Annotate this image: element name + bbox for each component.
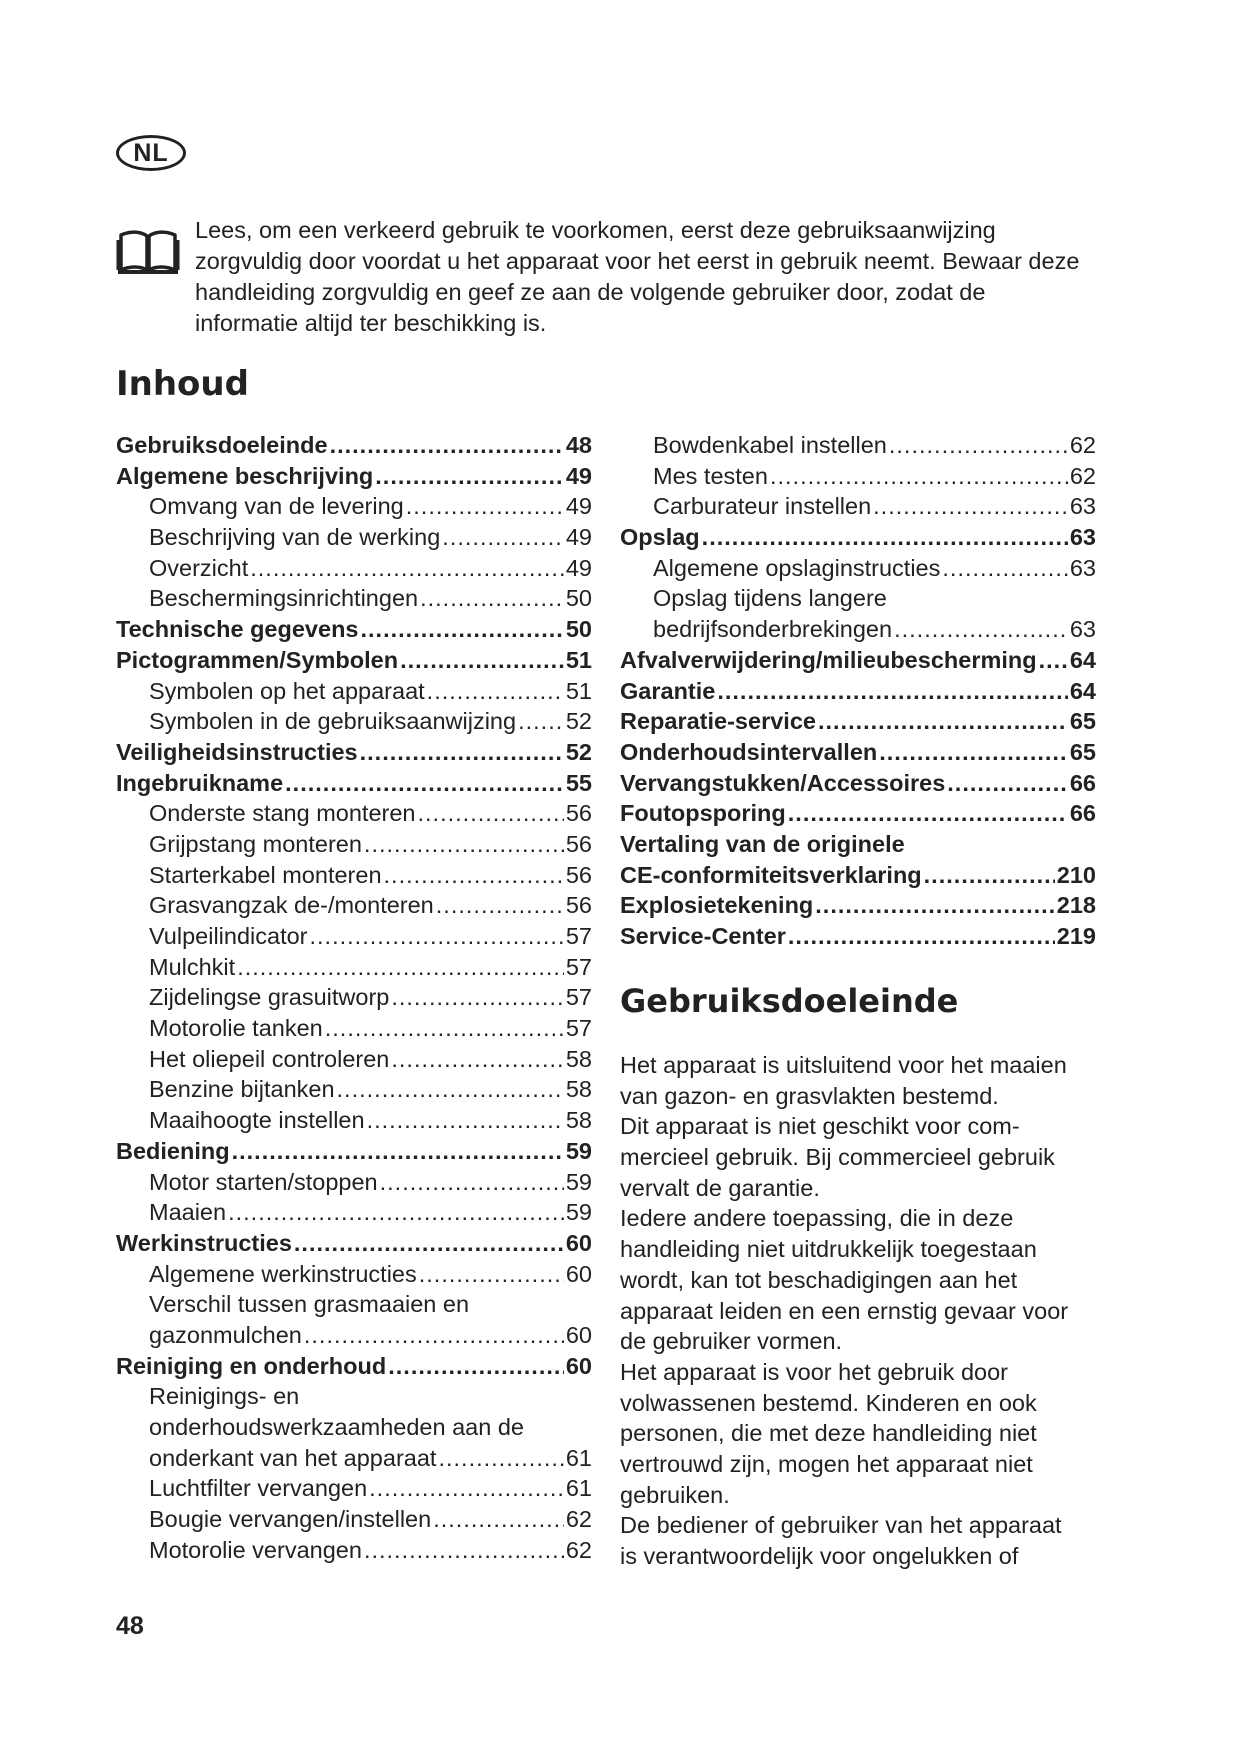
toc-leader-dots [879, 737, 1068, 768]
toc-entry-page: 59 [565, 1168, 592, 1195]
toc-entry-label: Algemene werkinstructies [149, 1260, 417, 1287]
toc-entry-label: Werkinstructies [116, 1229, 292, 1256]
toc-entry-page: 63 [1069, 554, 1096, 581]
toc-entry [620, 860, 1096, 891]
body-text-line: wordt, kan tot beschadigingen aan het [620, 1266, 1018, 1293]
toc-entry [620, 614, 1096, 645]
toc-entry-label: Grasvangzak de-/monteren [149, 892, 434, 919]
toc-entry-label: Overzicht [149, 554, 249, 581]
toc-leader-dots [294, 1228, 564, 1259]
toc-entry [116, 676, 592, 707]
toc-entry [620, 553, 1096, 584]
toc-leader-dots [369, 1473, 564, 1504]
toc-entry-label: Bediening [116, 1137, 230, 1164]
toc-entry [116, 1013, 592, 1044]
toc-entry-label: Vervangstukken/Accessoires [620, 769, 946, 796]
toc-entry-label: Pictogrammen/Symbolen [116, 646, 399, 673]
toc-entry-label: onderhoudswerkzaamheden aan de [149, 1414, 524, 1440]
toc-entry [116, 1167, 592, 1198]
toc-entry-label: Luchtfilter vervangen [149, 1475, 368, 1502]
toc-entry [620, 522, 1096, 553]
toc-entry-page: 63 [1069, 616, 1096, 643]
toc-entry-label: bedrijfsonderbrekingen [653, 616, 893, 643]
section-title: Gebruiksdoeleinde [620, 982, 959, 1020]
toc-entry-page: 48 [565, 432, 592, 458]
toc-entry [116, 1197, 592, 1228]
toc-leader-dots [1039, 645, 1068, 676]
toc-leader-dots [325, 1013, 564, 1044]
toc-entry-page: 62 [1069, 432, 1096, 458]
toc-entry-page: 51 [565, 677, 592, 704]
body-text-line: Iedere andere toepassing, die in deze [620, 1205, 1014, 1232]
toc-entry [116, 614, 592, 645]
toc-entry-label: Benzine bijtanken [149, 1076, 335, 1103]
toc-leader-dots [304, 1320, 564, 1351]
toc-entry-label: Motorolie tanken [149, 1015, 323, 1042]
toc-entry-page: 49 [565, 524, 592, 551]
toc-leader-dots [237, 952, 564, 983]
toc-entry-label: Afvalverwijdering/milieubescherming [620, 646, 1037, 673]
toc-entry-label: Service-Center [620, 923, 786, 949]
toc-leader-dots [815, 890, 1055, 921]
toc-entry-page: 218 [1056, 892, 1096, 919]
body-text-line: handleiding niet uitdrukkelijk toegestaan [620, 1236, 1037, 1263]
toc-leader-dots [337, 1074, 564, 1105]
toc-entry-label: Technische gegevens [116, 616, 359, 643]
toc-leader-dots [438, 1443, 563, 1474]
toc-entry-page: 61 [565, 1475, 592, 1502]
toc-entry-page: 58 [565, 1107, 592, 1134]
toc-entry [116, 430, 592, 461]
toc-entry-page: 56 [565, 892, 592, 919]
toc-entry [620, 676, 1096, 707]
toc-entry [620, 461, 1096, 492]
toc-entry [116, 1412, 592, 1443]
toc-entry-page: 65 [1069, 708, 1096, 735]
toc-entry [116, 1443, 592, 1474]
toc-entry-page: 52 [565, 708, 592, 735]
toc-entry-label: Gebruiksdoeleinde [116, 432, 328, 458]
toc-entry [116, 982, 592, 1013]
toc-entry-page: 66 [1069, 769, 1096, 796]
toc-entry-page: 49 [565, 554, 592, 581]
toc-entry-page: 58 [565, 1045, 592, 1072]
toc-leader-dots [518, 706, 564, 737]
toc-entry [620, 583, 1096, 614]
toc-entry-page: 60 [565, 1260, 592, 1287]
toc-entry-label: Bougie vervangen/instellen [149, 1506, 432, 1533]
toc-entry [620, 829, 1096, 860]
toc-entry-page: 62 [1069, 462, 1096, 489]
toc-entry-label: Reparatie-service [620, 708, 816, 735]
body-text-line: De bediener of gebruiker van het apparaat [620, 1512, 1062, 1539]
toc-entry-label: Onderste stang monteren [149, 800, 416, 827]
toc-entry-page: 57 [565, 923, 592, 949]
body-text-line: is verantwoordelijk voor ongelukken of [620, 1543, 1019, 1569]
toc-entry-page: 56 [565, 830, 592, 857]
body-text-line: vervalt de garantie. [620, 1174, 820, 1201]
language-badge: NL [116, 135, 186, 171]
toc-entry-label: Maaihoogte instellen [149, 1107, 365, 1134]
toc-entry [116, 1105, 592, 1136]
toc-leader-dots [942, 553, 1067, 584]
toc-leader-dots [420, 583, 564, 614]
toc-entry-page: 50 [565, 616, 592, 643]
toc-entry [116, 768, 592, 799]
toc-leader-dots [418, 798, 564, 829]
toc-leader-dots [818, 706, 1068, 737]
body-text-line: volwassenen bestemd. Kinderen en ook [620, 1389, 1037, 1416]
toc-entry-label: Vulpeilindicator [149, 923, 308, 949]
toc-entry [116, 491, 592, 522]
toc-entry-page: 66 [1069, 800, 1096, 827]
toc-entry [116, 645, 592, 676]
toc-entry-page: 64 [1069, 677, 1096, 704]
toc-entry-label: Starterkabel monteren [149, 861, 382, 888]
toc-entry-label: Reiniging en onderhoud [116, 1352, 387, 1379]
toc-leader-dots [364, 1535, 564, 1566]
toc-entry [116, 1044, 592, 1075]
toc-leader-dots [770, 461, 1068, 492]
toc-entry-label: Bowdenkabel instellen [653, 432, 887, 458]
toc-leader-dots [364, 829, 564, 860]
toc-entry [116, 1136, 592, 1167]
toc-entry-page: 64 [1069, 646, 1096, 673]
book-icon [116, 226, 180, 276]
toc-entry [116, 522, 592, 553]
page-number: 48 [116, 1612, 144, 1640]
toc-entry-page: 56 [565, 800, 592, 827]
toc-entry [116, 553, 592, 584]
toc-entry-label: Opslag [620, 524, 700, 551]
toc-leader-dots [384, 860, 564, 891]
toc-entry [116, 1504, 592, 1535]
toc-entry-page: 60 [565, 1352, 592, 1379]
toc-leader-dots [419, 1259, 564, 1290]
toc-entry-page: 57 [565, 1015, 592, 1042]
toc-entry-label: Mes testen [653, 462, 768, 489]
toc-leader-dots [360, 737, 564, 768]
toc-leader-dots [400, 645, 564, 676]
toc-entry-page: 57 [565, 984, 592, 1011]
toc-entry [620, 768, 1096, 799]
toc-leader-dots [406, 491, 564, 522]
toc-entry-page: 57 [565, 953, 592, 980]
toc-leader-dots [894, 614, 1068, 645]
toc-entry [116, 921, 592, 952]
toc-entry-label: onderkant van het apparaat [149, 1444, 437, 1471]
toc-entry-label: CE-conformiteitsverklaring [620, 861, 922, 888]
toc-leader-dots [788, 921, 1055, 952]
toc-leader-dots [330, 430, 564, 461]
toc-entry [116, 860, 592, 891]
toc-entry [116, 1259, 592, 1290]
toc-entry-page: 55 [565, 769, 592, 796]
toc-entry-label: Ingebruikname [116, 769, 284, 796]
toc-entry [620, 921, 1096, 952]
toc-entry [116, 1381, 592, 1412]
toc-entry-page: 58 [565, 1076, 592, 1103]
toc-entry-label: Algemene beschrijving [116, 462, 374, 489]
body-text-line: mercieel gebruik. Bij commercieel gebruik [620, 1144, 1055, 1171]
toc-entry-label: Zijdelingse grasuitworp [149, 984, 390, 1011]
toc-leader-dots [367, 1105, 564, 1136]
toc-leader-dots [285, 768, 564, 799]
toc-entry-label: Algemene opslaginstructies [653, 554, 941, 581]
toc-entry [116, 583, 592, 614]
toc-leader-dots [433, 1504, 564, 1535]
toc-leader-dots [873, 491, 1068, 522]
toc-leader-dots [702, 522, 1068, 553]
toc-entry [116, 829, 592, 860]
toc-leader-dots [375, 461, 564, 492]
body-text-line: gebruiken. [620, 1481, 730, 1508]
toc-leader-dots [717, 676, 1068, 707]
toc-entry-label: Vertaling van de originele [620, 830, 905, 857]
toc-entry [620, 798, 1096, 829]
toc-leader-dots [947, 768, 1068, 799]
toc-entry-label: Mulchkit [149, 953, 236, 980]
toc-entry-label: Motor starten/stoppen [149, 1168, 378, 1195]
toc-entry [116, 1074, 592, 1105]
toc-entry-page: 62 [565, 1536, 592, 1563]
toc-entry [116, 890, 592, 921]
toc-entry-label: Garantie [620, 677, 716, 704]
toc-entry-label: Foutopsporing [620, 800, 786, 827]
toc-entry-page: 210 [1056, 861, 1096, 888]
toc-entry-page: 219 [1056, 923, 1096, 949]
toc-leader-dots [436, 890, 564, 921]
toc-entry [116, 706, 592, 737]
toc-entry-label: Carburateur instellen [653, 493, 872, 520]
body-text-line: personen, die met deze handleiding niet [620, 1420, 1037, 1447]
toc-entry-label: Verschil tussen grasmaaien en [149, 1291, 470, 1318]
toc-entry-label: Het oliepeil controleren [149, 1045, 390, 1072]
section-body [620, 1050, 1100, 1572]
intro-paragraph: Lees, om een verkeerd gebruik te voorkomen, eerst deze gebruiksaanwijzing zorgvuldig door voordat u het apparaat voor het eerst in gebruik neemt. Bewaar deze handleiding zorgvuldig en geef ze aan de volgende gebruiker door, zodat de informatie altijd ter beschikking is. [195, 217, 1080, 336]
toc-entry [116, 1535, 592, 1566]
toc-entry [620, 737, 1096, 768]
toc-entry [620, 430, 1096, 461]
toc-entry-page: 59 [565, 1199, 592, 1226]
body-text-line: van gazon- en grasvlakten bestemd. [620, 1082, 999, 1109]
toc-entry-page: 59 [565, 1137, 592, 1164]
toc-left-column [116, 430, 592, 1565]
toc-leader-dots [391, 1044, 564, 1075]
toc-entry-page: 60 [565, 1321, 592, 1348]
toc-entry-page: 52 [565, 738, 592, 765]
toc-entry [116, 798, 592, 829]
toc-right-column [620, 430, 1096, 952]
body-text-line: Het apparaat is voor het gebruik door [620, 1358, 1008, 1385]
toc-entry-page: 63 [1069, 524, 1096, 551]
toc-entry [116, 1289, 592, 1320]
toc-entry-label: Motorolie vervangen [149, 1536, 362, 1563]
body-text-line: apparaat leiden en een ernstig gevaar voor [620, 1297, 1069, 1324]
toc-entry-label: Maaien [149, 1199, 227, 1226]
contents-title: Inhoud [116, 364, 249, 404]
toc-leader-dots [228, 1197, 564, 1228]
toc-leader-dots [380, 1167, 564, 1198]
toc-entry-page: 63 [1069, 493, 1096, 520]
toc-leader-dots [388, 1351, 564, 1382]
toc-entry-label: Symbolen op het apparaat [149, 677, 425, 704]
toc-entry [620, 645, 1096, 676]
toc-entry-label: Beschrijving van de werking [149, 524, 441, 551]
toc-entry-label: Omvang van de levering [149, 493, 404, 520]
toc-entry-label: Opslag tijdens langere [653, 585, 887, 612]
toc-entry-page: 50 [565, 585, 592, 612]
toc-leader-dots [361, 614, 564, 645]
body-text-line: Het apparaat is uitsluitend voor het maaien [620, 1052, 1067, 1078]
toc-leader-dots [250, 553, 564, 584]
toc-entry-label: Explosietekening [620, 892, 814, 919]
toc-leader-dots [391, 982, 564, 1013]
toc-entry [116, 1228, 592, 1259]
toc-entry-page: 49 [565, 493, 592, 520]
toc-entry-page: 62 [565, 1506, 592, 1533]
toc-entry-label: Veiligheidsinstructies [116, 738, 358, 765]
toc-entry [620, 491, 1096, 522]
toc-entry-page: 51 [565, 646, 592, 673]
toc-entry-label: Onderhoudsintervallen [620, 738, 878, 765]
toc-leader-dots [788, 798, 1068, 829]
toc-leader-dots [427, 676, 564, 707]
toc-entry [116, 1320, 592, 1351]
toc-entry [620, 706, 1096, 737]
toc-leader-dots [924, 860, 1055, 891]
toc-entry [620, 890, 1096, 921]
toc-entry-label: Symbolen in de gebruiksaanwijzing [149, 708, 517, 735]
body-text-line: de gebruiker vormen. [620, 1328, 843, 1355]
toc-leader-dots [442, 522, 564, 553]
toc-entry-page: 60 [565, 1229, 592, 1256]
toc-entry-label: gazonmulchen [149, 1321, 302, 1348]
toc-entry-label: Grijpstang monteren [149, 830, 362, 857]
toc-entry-page: 56 [565, 861, 592, 888]
toc-entry [116, 952, 592, 983]
toc-leader-dots [232, 1136, 564, 1167]
toc-entry [116, 461, 592, 492]
toc-entry-page: 61 [565, 1444, 592, 1471]
body-text-line: Dit apparaat is niet geschikt voor com- [620, 1113, 1020, 1140]
toc-entry [116, 1351, 592, 1382]
toc-entry-label: Beschermingsinrichtingen [149, 585, 419, 612]
body-text-line: vertrouwd zijn, mogen het apparaat niet [620, 1450, 1033, 1477]
toc-leader-dots [889, 430, 1068, 461]
toc-entry [116, 1473, 592, 1504]
toc-entry-label: Reinigings- en [149, 1383, 300, 1410]
toc-entry [116, 737, 592, 768]
toc-leader-dots [310, 921, 564, 952]
toc-entry-page: 65 [1069, 738, 1096, 765]
toc-entry-page: 49 [565, 462, 592, 489]
